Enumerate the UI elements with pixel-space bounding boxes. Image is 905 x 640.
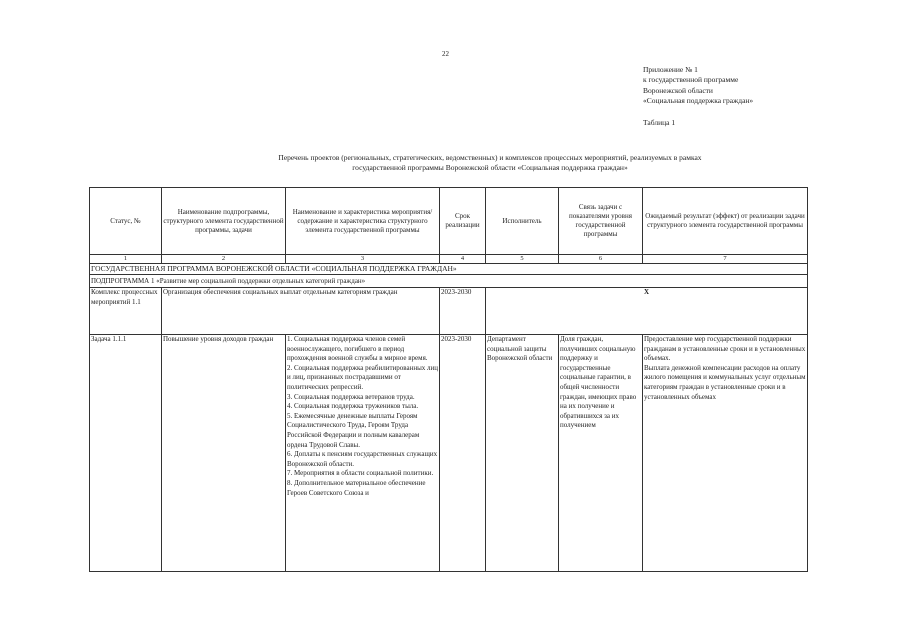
- column-number: 3: [286, 255, 440, 264]
- task-expected-result: Предоставление мер государственной поддержки гражданам в установленные сроки и в установленных объемах. Выплата денежной компенсации расходов на оплату жилого помещения и коммунальных услуг отдельным категориям граждан в установленные сроки и в установленных объемах: [643, 335, 808, 572]
- task-measures: 1. Социальная поддержка членов семей военнослужащего, погибшего в период прохождения военной службы в мирное время. 2. Социальная поддержка реабилитированных лиц и лиц, признанных пострадавшими от политических репрессий. 3. Социальная поддержка ветеранов труда. 4. Социальная поддержка тружеников тыла. 5. Ежемесячные денежные выплаты Героям Социалистического Труда, Героям Труда Российской Федерации и полным кавалерам ордена Трудовой Славы. 6. Доплаты к пенсиям государственных служащих Воронежской области. 7. Мероприятия в области социальной политики. 8. Дополнительное материальное обеспечение Героев Советского Союза и: [286, 335, 440, 572]
- complex-status: Комплекс процессных мероприятий 1.1: [90, 288, 162, 335]
- table-label: Таблица 1: [643, 118, 676, 127]
- task-row: [90, 335, 808, 572]
- programs-table: [89, 187, 808, 572]
- complex-row: [90, 288, 808, 335]
- header-cell: Наименование подпрограммы, структурного элемента государственной программы, задачи: [162, 188, 286, 255]
- program-title: ГОСУДАРСТВЕННАЯ ПРОГРАММА ВОРОНЕЖСКОЙ ОБЛАСТИ «СОЦИАЛЬНАЯ ПОДДЕРЖКА ГРАЖДАН»: [90, 264, 808, 275]
- complex-mark: X: [486, 288, 808, 335]
- column-number: 2: [162, 255, 286, 264]
- column-number: 7: [643, 255, 808, 264]
- program-row: [90, 264, 808, 275]
- appendix-line: Воронежской области: [643, 85, 713, 95]
- header-cell: Наименование и характеристика мероприятия/содержание и характеристика структурного элемента государственной программы: [286, 188, 440, 255]
- subprogram-title: ПОДПРОГРАММА 1 «Развитие мер социальной поддержки отдельных категорий граждан»: [90, 275, 808, 288]
- header-cell: Статус, №: [90, 188, 162, 255]
- column-number: 6: [559, 255, 643, 264]
- page-number: 22: [442, 50, 449, 58]
- appendix-line: Приложение № 1: [643, 65, 698, 74]
- appendix-line: к государственной программе: [643, 75, 739, 85]
- header-cell: Ожидаемый результат (эффект) от реализации задачи структурного элемента государственной программы: [643, 188, 808, 255]
- column-number: 5: [486, 255, 559, 264]
- header-row: [90, 188, 808, 255]
- complex-name: Организация обеспечения социальных выплат отдельным категориям граждан: [162, 288, 440, 335]
- complex-period: 2023-2030: [440, 288, 486, 335]
- task-status: Задача 1.1.1: [90, 335, 162, 572]
- title-line: Перечень проектов (региональных, стратегических, ведомственных) и комплексов процессных мероприятий, реализуемых в рамках: [278, 153, 702, 162]
- column-number-row: [90, 255, 808, 264]
- header-cell: Срок реализации: [440, 188, 486, 255]
- appendix-header: [643, 65, 753, 106]
- subprogram-row: [90, 275, 808, 288]
- task-indicator-link: Доля граждан, получивших социальную поддержку и государственные социальные гарантии, в общей численности граждан, имеющих право на их получение и обратившихся за их получением: [559, 335, 643, 572]
- document-title: [210, 153, 770, 172]
- header-cell: Исполнитель: [486, 188, 559, 255]
- column-number: 1: [90, 255, 162, 264]
- column-number: 4: [440, 255, 486, 264]
- task-executor: Департамент социальной защиты Воронежской области: [486, 335, 559, 572]
- task-period: 2023-2030: [440, 335, 486, 572]
- header-cell: Связь задачи с показателями уровня государственной программы: [559, 188, 643, 255]
- appendix-line: «Социальная поддержка граждан»: [643, 95, 754, 105]
- title-line: государственной программы Воронежской области «Социальная поддержка граждан»: [352, 162, 628, 172]
- task-name: Повышение уровня доходов граждан: [162, 335, 286, 572]
